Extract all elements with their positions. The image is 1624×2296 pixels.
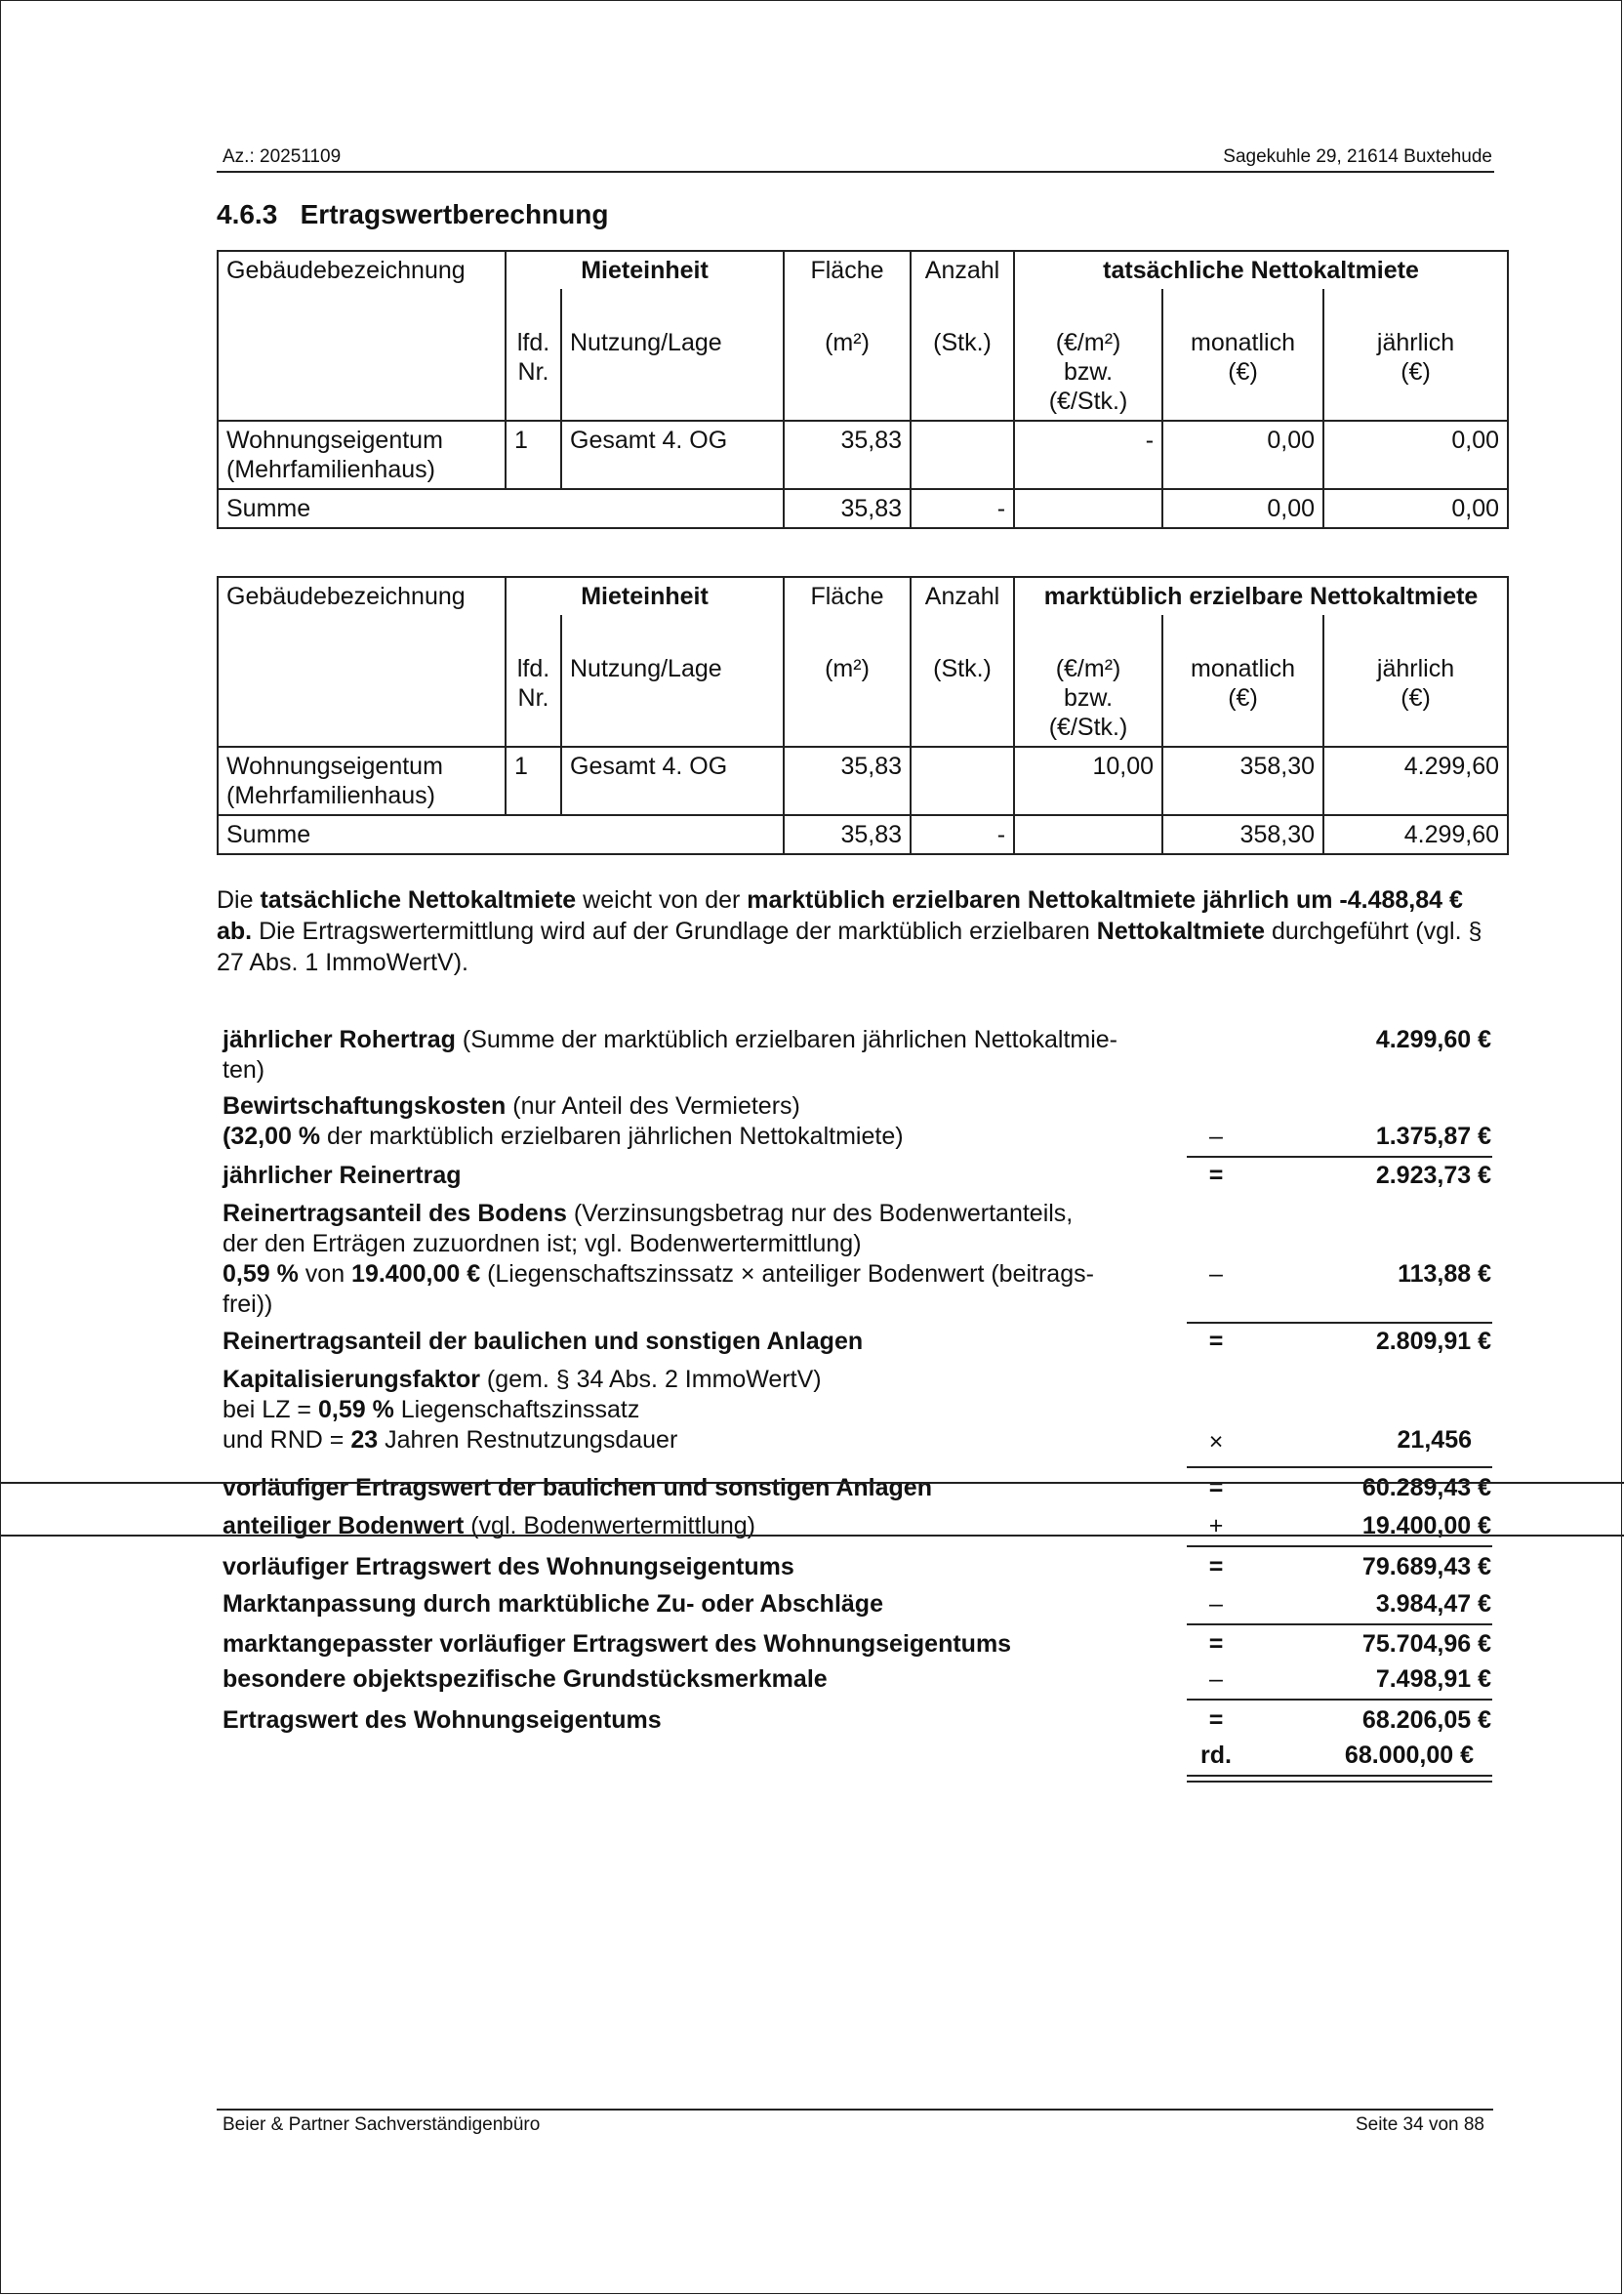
calc-label: marktangepasster vorläufiger Ertragswert des Wohnungseigentums	[223, 1630, 1012, 1658]
th-building-spacer	[218, 615, 506, 747]
final-double-rule	[1187, 1775, 1492, 1783]
calc-operator: =	[1208, 1328, 1224, 1355]
th-monthly-label: monatlich	[1191, 329, 1296, 356]
note-part: durchgeführt (vgl. § 27 Abs. 1 ImmoWertV).	[217, 918, 1482, 976]
calc-value: 75.704,96 €	[1361, 1630, 1491, 1658]
calc-label	[223, 1511, 1184, 1541]
footer-rule	[217, 2109, 1493, 2111]
th-rental-unit: Mieteinheit	[506, 251, 784, 289]
note-part: weicht von der	[576, 886, 748, 914]
subtotal-rule	[1187, 1322, 1492, 1324]
th-usage: Nutzung/Lage	[561, 289, 784, 421]
calc-operator: =	[1208, 1630, 1224, 1658]
cell-nr: 1	[506, 747, 561, 815]
calc-label: Reinertragsanteil der baulichen und sonstigen Anlagen	[223, 1328, 864, 1355]
sum-label: Summe	[218, 815, 784, 854]
th-nr: Nr.	[517, 358, 549, 386]
calc-operator: =	[1208, 1553, 1224, 1580]
note-bold: tatsächliche Nettokaltmiete	[260, 886, 577, 914]
th-lfd: lfd.	[516, 329, 550, 356]
cell-area: 35,83	[784, 747, 911, 815]
th-count: Anzahl	[911, 251, 1014, 289]
subtotal-rule	[1187, 1545, 1492, 1547]
cell-building-line1: Wohnungseigentum	[226, 753, 443, 780]
file-reference: Az.: 20251109	[223, 146, 342, 167]
cell-monthly: 0,00	[1162, 421, 1323, 489]
calc-label-text: bei LZ =	[223, 1396, 318, 1423]
cell-nr: 1	[506, 421, 561, 489]
note-part: Die Ertragswertermittlung wird auf der Grundlage der marktüblich erzielbaren	[252, 918, 1097, 945]
rent-deviation-note	[217, 884, 1495, 978]
note-part: Die	[217, 886, 261, 914]
th-yearly	[1323, 289, 1508, 421]
cell-count	[911, 421, 1014, 489]
footer-page-number: Seite 34 von 88	[1355, 2114, 1484, 2135]
th-rate-2: bzw.	[1064, 358, 1114, 386]
calc-label: vorläufiger Ertragswert der baulichen und sonstigen Anlagen	[223, 1474, 932, 1501]
sum-rate	[1014, 815, 1162, 854]
calc-label: Marktanpassung durch marktübliche Zu- oder Abschläge	[223, 1590, 883, 1618]
section-heading	[217, 199, 608, 230]
subtotal-rule	[1187, 1699, 1492, 1701]
calc-label-text: der den Erträgen zuzuordnen ist; vgl. Bodenwertermittlung)	[223, 1230, 862, 1257]
section-title: Ertragswertberechnung	[300, 199, 609, 229]
th-yearly-label: jährlich	[1376, 655, 1455, 682]
sum-area: 35,83	[784, 489, 911, 528]
calc-operator: –	[1209, 1260, 1223, 1288]
cell-building	[218, 421, 506, 489]
th-monthly-label: monatlich	[1191, 655, 1296, 682]
calc-label-bold: Reinertragsanteil des Bodens	[223, 1200, 567, 1227]
sum-yearly: 0,00	[1323, 489, 1508, 528]
th-rental-unit: Mieteinheit	[506, 577, 784, 615]
calc-label: besondere objektspezifische Grundstücksmerkmale	[223, 1665, 828, 1693]
calc-value: 1.375,87 €	[1375, 1123, 1491, 1150]
calc-value: 79.689,43 €	[1361, 1553, 1491, 1580]
calc-label-bold: 23	[350, 1426, 379, 1454]
calc-operator: +	[1208, 1512, 1224, 1539]
calc-operator: =	[1208, 1474, 1224, 1501]
sum-monthly: 0,00	[1162, 489, 1323, 528]
sum-count: -	[911, 489, 1014, 528]
calc-label-text: (Verzinsungsbetrag nur des Bodenwertanteils,	[566, 1200, 1074, 1227]
cell-area: 35,83	[784, 421, 911, 489]
calc-label: vorläufiger Ertragswert des Wohnungseigentums	[223, 1553, 794, 1580]
calc-label-bold: anteiliger Bodenwert	[223, 1512, 465, 1539]
cell-building-line2: (Mehrfamilienhaus)	[226, 782, 435, 809]
th-lfd-nr	[506, 615, 561, 747]
calc-label: jährlicher Reinertrag	[223, 1162, 462, 1189]
cell-usage: Gesamt 4. OG	[561, 421, 784, 489]
scan-artifact-line	[0, 1535, 1624, 1537]
subtotal-rule	[1187, 1623, 1492, 1625]
th-lfd-nr	[506, 289, 561, 421]
calc-label-text: frei))	[223, 1291, 273, 1318]
calc-label	[223, 1365, 1184, 1456]
th-count: Anzahl	[911, 577, 1014, 615]
subtotal-rule	[1187, 1156, 1492, 1158]
th-rate-1: (€/m²)	[1055, 655, 1121, 682]
calc-label-bold: Bewirtschaftungskosten	[223, 1092, 507, 1120]
calc-operator: –	[1209, 1123, 1223, 1150]
actual-rent-table	[217, 250, 1509, 529]
calc-label-text: (vgl. Bodenwertermittlung)	[464, 1512, 755, 1539]
th-monthly-unit: (€)	[1228, 684, 1258, 712]
calc-label-text: ten)	[223, 1056, 265, 1084]
th-building: Gebäudebezeichnung	[218, 577, 506, 615]
th-yearly-label: jährlich	[1376, 329, 1455, 356]
table-row	[218, 421, 1508, 489]
th-rate	[1014, 615, 1162, 747]
th-actual-rent: tatsächliche Nettokaltmiete	[1014, 251, 1508, 289]
sum-area: 35,83	[784, 815, 911, 854]
th-building: Gebäudebezeichnung	[218, 251, 506, 289]
calc-value: 4.299,60 €	[1375, 1026, 1491, 1053]
sum-rate	[1014, 489, 1162, 528]
calc-operator: –	[1209, 1665, 1223, 1693]
th-area: Fläche	[784, 251, 911, 289]
header-rule	[217, 171, 1494, 173]
th-count-unit: (Stk.)	[911, 615, 1014, 747]
calc-label	[223, 1025, 1184, 1086]
market-rent-table	[217, 576, 1509, 855]
table-sum-row	[218, 489, 1508, 528]
cell-building	[218, 747, 506, 815]
cell-usage: Gesamt 4. OG	[561, 747, 784, 815]
cell-yearly: 4.299,60	[1323, 747, 1508, 815]
calc-operator: =	[1208, 1706, 1224, 1734]
calc-label: Ertragswert des Wohnungseigentums	[223, 1706, 662, 1734]
th-rate-1: (€/m²)	[1055, 329, 1121, 356]
th-rate-2: bzw.	[1064, 684, 1114, 712]
calc-label-text: (Liegenschaftszinssatz × anteiliger Bodenwert (beitrags-	[480, 1260, 1094, 1288]
calc-label	[223, 1091, 1184, 1152]
calc-label-bold: 0,59 %	[223, 1260, 299, 1288]
calc-label-text: und RND =	[223, 1426, 351, 1454]
cell-count	[911, 747, 1014, 815]
th-area-unit: (m²)	[784, 289, 911, 421]
calc-label-bold: Kapitalisierungsfaktor	[223, 1366, 480, 1393]
calc-operator: –	[1209, 1590, 1223, 1618]
subtotal-rule	[1187, 1466, 1492, 1468]
calc-value: 3.984,47 €	[1375, 1590, 1491, 1618]
calc-value: 2.923,73 €	[1375, 1162, 1491, 1189]
th-nr: Nr.	[517, 684, 549, 712]
property-address: Sagekuhle 29, 21614 Buxtehude	[1223, 146, 1492, 167]
th-area-unit: (m²)	[784, 615, 911, 747]
sum-monthly: 358,30	[1162, 815, 1323, 854]
calc-value: 19.400,00 €	[1361, 1512, 1491, 1539]
calc-label-bold: jährlicher Rohertrag	[223, 1026, 456, 1053]
th-area: Fläche	[784, 577, 911, 615]
cell-rate: -	[1014, 421, 1162, 489]
calc-label-text: (gem. § 34 Abs. 2 ImmoWertV)	[479, 1366, 822, 1393]
footer-company: Beier & Partner Sachverständigenbüro	[223, 2114, 541, 2135]
calc-value: 2.809,91 €	[1375, 1328, 1491, 1355]
calc-label-bold: 19.400,00 €	[351, 1260, 481, 1288]
cell-yearly: 0,00	[1323, 421, 1508, 489]
calc-label-text: von	[298, 1260, 352, 1288]
calc-label-bold: (32,00 %	[223, 1123, 321, 1150]
table-sum-row	[218, 815, 1508, 854]
calc-value: 60.289,43 €	[1361, 1474, 1491, 1501]
section-number: 4.6.3	[217, 199, 278, 229]
calc-label-text: (nur Anteil des Vermieters)	[506, 1092, 800, 1120]
sum-count: -	[911, 815, 1014, 854]
sum-yearly: 4.299,60	[1323, 815, 1508, 854]
calc-value: 68.206,05 €	[1361, 1706, 1491, 1734]
note-bold: Nettokaltmiete	[1096, 918, 1266, 945]
cell-monthly: 358,30	[1162, 747, 1323, 815]
th-rate-3: (€/Stk.)	[1048, 714, 1128, 741]
note-bold: marktüblich erzielbaren Nettokaltmiete jährlich um -4.488,84 € ab.	[217, 886, 1463, 945]
th-building-spacer	[218, 289, 506, 421]
calc-value: 113,88 €	[1398, 1260, 1491, 1288]
th-yearly-unit: (€)	[1401, 358, 1431, 386]
th-usage: Nutzung/Lage	[561, 615, 784, 747]
th-market-rent: marktüblich erzielbare Nettokaltmiete	[1014, 577, 1508, 615]
th-count-unit: (Stk.)	[911, 289, 1014, 421]
table-row	[218, 747, 1508, 815]
th-lfd: lfd.	[516, 655, 550, 682]
calc-value: 7.498,91 €	[1375, 1665, 1491, 1693]
scan-artifact-line	[0, 1482, 1624, 1484]
calc-operator: rd.	[1200, 1742, 1232, 1769]
calc-label-text: der marktüblich erzielbaren jährlichen Nettokaltmiete)	[320, 1123, 904, 1150]
calc-operator: ×	[1208, 1428, 1224, 1456]
th-rate	[1014, 289, 1162, 421]
th-rate-3: (€/Stk.)	[1048, 388, 1128, 415]
th-yearly	[1323, 615, 1508, 747]
th-monthly-unit: (€)	[1228, 358, 1258, 386]
calc-label	[223, 1199, 1184, 1320]
sum-label: Summe	[218, 489, 784, 528]
calc-label-text: Liegenschaftszinssatz	[393, 1396, 640, 1423]
calc-label-bold: 0,59 %	[317, 1396, 394, 1423]
calc-value: 68.000,00 €	[1344, 1742, 1474, 1769]
calc-label-text: (Summe der marktüblich erzielbaren jährlichen Nettokaltmie-	[455, 1026, 1117, 1053]
calc-label-text: Jahren Restnutzungsdauer	[378, 1426, 678, 1454]
th-monthly	[1162, 289, 1323, 421]
th-monthly	[1162, 615, 1323, 747]
cell-building-line1: Wohnungseigentum	[226, 427, 443, 454]
calc-value: 21,456	[1397, 1426, 1472, 1454]
cell-rate: 10,00	[1014, 747, 1162, 815]
th-yearly-unit: (€)	[1401, 684, 1431, 712]
calc-operator: =	[1208, 1162, 1224, 1189]
cell-building-line2: (Mehrfamilienhaus)	[226, 456, 435, 483]
